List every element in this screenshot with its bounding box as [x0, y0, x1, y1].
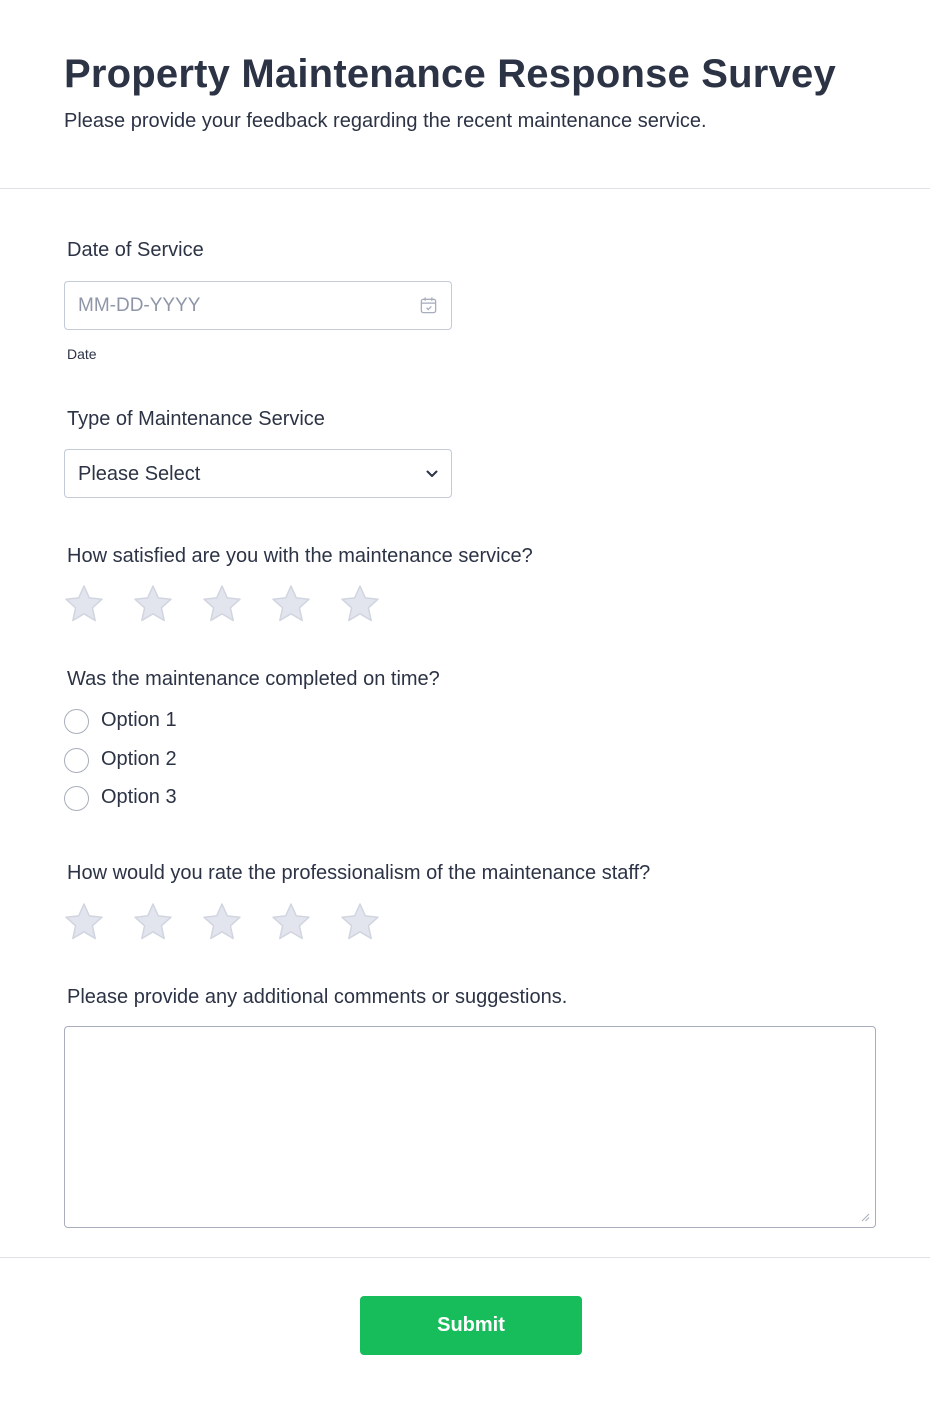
chevron-down-icon: [425, 467, 439, 481]
on-time-option-3[interactable]: [64, 785, 364, 813]
radio-button[interactable]: [64, 709, 89, 734]
form-header: [0, 0, 930, 189]
professionalism-star-rating: [64, 902, 394, 942]
professionalism-star-3-icon[interactable]: [202, 902, 242, 942]
on-time-option-1[interactable]: [64, 708, 364, 736]
radio-option-label: Option 2: [101, 748, 177, 770]
date-placeholder: MM-DD-YYYY: [78, 295, 201, 316]
radio-button[interactable]: [64, 748, 89, 773]
satisfaction-star-1-icon[interactable]: [64, 584, 104, 624]
radio-option-label: Option 3: [101, 786, 177, 808]
radio-button[interactable]: [64, 786, 89, 811]
calendar-icon[interactable]: [419, 296, 438, 315]
service-type-label: Type of Maintenance Service: [67, 408, 325, 430]
radio-option-label: Option 1: [101, 709, 177, 731]
form-title: Property Maintenance Response Survey: [64, 52, 836, 96]
professionalism-star-1-icon[interactable]: [64, 902, 104, 942]
professionalism-label: How would you rate the professionalism of the maintenance staff?: [67, 862, 651, 884]
satisfaction-star-3-icon[interactable]: [202, 584, 242, 624]
date-sublabel: Date: [67, 346, 97, 362]
satisfaction-star-5-icon[interactable]: [340, 584, 380, 624]
satisfaction-star-4-icon[interactable]: [271, 584, 311, 624]
on-time-option-2[interactable]: [64, 747, 364, 775]
service-type-selected-value: Please Select: [78, 463, 201, 485]
professionalism-star-5-icon[interactable]: [340, 902, 380, 942]
professionalism-star-4-icon[interactable]: [271, 902, 311, 942]
on-time-label: Was the maintenance completed on time?: [67, 668, 440, 690]
comments-label: Please provide any additional comments or suggestions.: [67, 986, 568, 1008]
date-of-service-label: Date of Service: [67, 239, 204, 261]
comments-textarea[interactable]: [64, 1026, 876, 1228]
date-input[interactable]: [64, 281, 452, 330]
satisfaction-star-rating: [64, 584, 394, 624]
resize-handle-icon[interactable]: [860, 1212, 870, 1222]
service-type-select[interactable]: [64, 449, 452, 498]
satisfaction-star-2-icon[interactable]: [133, 584, 173, 624]
footer-divider: [0, 1257, 930, 1258]
professionalism-star-2-icon[interactable]: [133, 902, 173, 942]
form-subtitle: Please provide your feedback regarding the recent maintenance service.: [64, 110, 707, 132]
submit-button[interactable]: Submit: [360, 1296, 582, 1355]
satisfaction-label: How satisfied are you with the maintenance service?: [67, 545, 533, 567]
